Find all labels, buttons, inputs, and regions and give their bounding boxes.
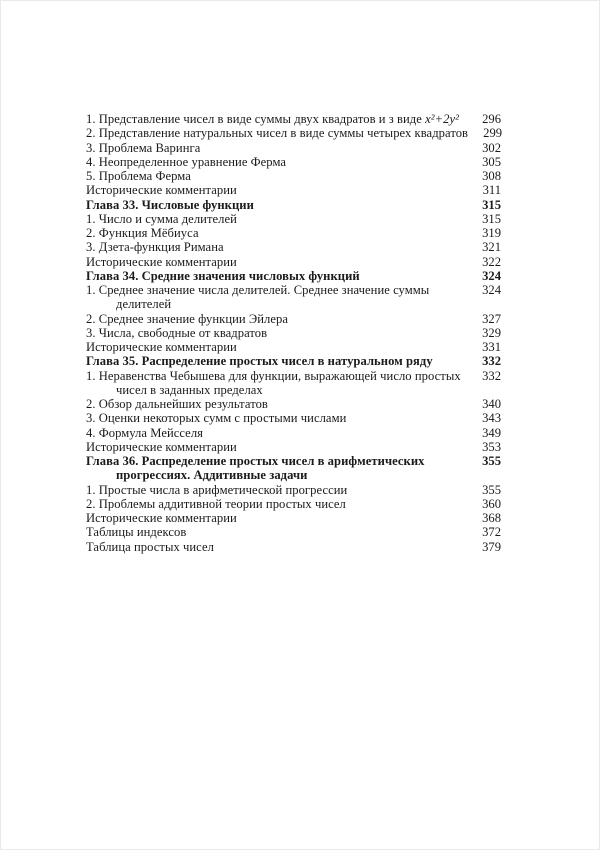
toc-entry-label bbox=[86, 340, 237, 354]
toc-entry-label bbox=[86, 255, 237, 269]
toc-entry-label bbox=[86, 126, 468, 140]
toc-entry-page: 322 bbox=[482, 254, 501, 269]
toc-entry-label bbox=[86, 497, 346, 511]
toc-row bbox=[86, 369, 501, 383]
toc-row bbox=[86, 141, 501, 155]
toc-entry-page: 329 bbox=[482, 325, 501, 340]
toc-entry-text: Исторические комментарии bbox=[86, 254, 237, 269]
toc-entry-text: 2. Обзор дальнейших результатов bbox=[86, 397, 268, 411]
toc-row bbox=[86, 511, 501, 525]
toc-entry-label bbox=[86, 240, 224, 254]
toc-entry-label bbox=[86, 369, 461, 383]
toc-entry-text: 1. Среднее значение числа делителей. Среднее значение суммы bbox=[86, 283, 430, 297]
toc-row bbox=[86, 255, 501, 269]
toc-row bbox=[86, 112, 501, 126]
toc-entry-text: делителей bbox=[116, 297, 172, 312]
toc-entry-label bbox=[86, 440, 237, 454]
toc-entry-label bbox=[86, 525, 186, 539]
toc-entry-page: 349 bbox=[482, 425, 501, 440]
toc-entry-label bbox=[86, 169, 191, 183]
toc-entry-label bbox=[86, 312, 288, 326]
toc-row bbox=[86, 126, 501, 140]
toc-entry-page: 296 bbox=[482, 112, 501, 126]
toc-entry-text: 1. Простые числа в арифметической прогрессии bbox=[86, 482, 348, 497]
toc-row bbox=[86, 283, 501, 297]
toc-entry-text: Глава 33. Числовые функции bbox=[86, 197, 254, 212]
toc-entry-text: прогрессиях. Аддитивные задачи bbox=[116, 468, 308, 483]
toc-row bbox=[86, 326, 501, 340]
toc-entry-label bbox=[86, 198, 254, 212]
toc-entry-text: Исторические комментарии bbox=[86, 439, 237, 454]
toc-entry-text: 4. Неопределенное уравнение Ферма bbox=[86, 154, 287, 169]
toc-entry-page: 319 bbox=[482, 226, 501, 240]
toc-entry-label bbox=[86, 112, 459, 126]
toc-row bbox=[86, 540, 501, 554]
toc-entry-text: 3. Дзета-функция Римана bbox=[86, 240, 224, 255]
toc-entry-page: 355 bbox=[482, 454, 501, 468]
toc-entry-text: 2. Функция Мёбиуса bbox=[86, 226, 199, 240]
toc-row bbox=[86, 183, 501, 197]
toc-row bbox=[86, 297, 501, 311]
toc-entry-page: 343 bbox=[482, 411, 501, 426]
toc-entry-label bbox=[86, 383, 263, 397]
toc-row bbox=[86, 155, 501, 169]
toc-entry-text: Исторические комментарии bbox=[86, 511, 237, 525]
toc-entry-label bbox=[86, 426, 203, 440]
toc-entry-label bbox=[86, 540, 214, 554]
toc-entry-label bbox=[86, 397, 268, 411]
toc-entry-page: 324 bbox=[482, 283, 501, 297]
toc-row bbox=[86, 240, 501, 254]
toc-entry-label bbox=[86, 468, 307, 482]
toc-entry-page: 340 bbox=[482, 397, 501, 411]
toc-entry-text: Исторические комментарии bbox=[86, 183, 237, 198]
toc-entry-text: 5. Проблема Ферма bbox=[86, 169, 191, 183]
toc-row bbox=[86, 198, 501, 212]
toc-entry-text: 1. Число и сумма делителей bbox=[86, 211, 237, 226]
toc-entry-label bbox=[86, 511, 237, 525]
toc-row bbox=[86, 497, 501, 511]
toc-entry-text: Таблица простых чисел bbox=[86, 539, 214, 554]
toc-entry-page: 308 bbox=[482, 169, 501, 183]
toc-entry-text: Глава 36. Распределение простых чисел в арифметических bbox=[86, 454, 425, 468]
toc-entry-text: 3. Оценки некоторых сумм с простыми числами bbox=[86, 411, 347, 426]
toc-entry-text: 1. Неравенства Чебышева для функции, выражающей число простых bbox=[86, 368, 461, 383]
toc-entry-page: 379 bbox=[482, 539, 501, 554]
toc-row bbox=[86, 354, 501, 368]
toc-entry-label bbox=[86, 283, 429, 297]
toc-row bbox=[86, 269, 501, 283]
toc-entry-label bbox=[86, 183, 237, 197]
toc-entry-label bbox=[86, 269, 360, 283]
toc-row bbox=[86, 340, 501, 354]
toc-entry-text: 1. Представление чисел в виде суммы двух квадратов и з виде bbox=[86, 112, 426, 126]
toc-entry-label bbox=[86, 226, 199, 240]
toc-entry-page: 360 bbox=[482, 496, 501, 511]
toc-row bbox=[86, 483, 501, 497]
toc-entry-text: 3. Числа, свободные от квадратов bbox=[86, 325, 268, 340]
toc-entry-text: 2. Проблемы аддитивной теории простых чисел bbox=[86, 496, 346, 511]
toc-entry-page: 324 bbox=[482, 268, 501, 283]
toc-row bbox=[86, 312, 501, 326]
toc-entry-label bbox=[86, 454, 425, 468]
toc-row bbox=[86, 212, 501, 226]
toc-entry-page: 327 bbox=[482, 311, 501, 326]
toc-entry-page: 372 bbox=[482, 525, 501, 540]
toc-entry-text: 4. Формула Мейсселя bbox=[86, 425, 203, 440]
toc-row bbox=[86, 468, 501, 482]
toc-entry-label bbox=[86, 326, 267, 340]
toc-entry-text: 2. Среднее значение функции Эйлера bbox=[86, 311, 289, 326]
toc-entry-page: 355 bbox=[482, 482, 501, 497]
toc-entry-page: 321 bbox=[482, 240, 501, 255]
toc-entry-text: Таблицы индексов bbox=[86, 525, 187, 540]
toc-entry-label bbox=[86, 297, 171, 311]
math-formula: x²+2y² bbox=[425, 112, 459, 126]
toc-entry-text: чисел в заданных пределах bbox=[116, 382, 263, 397]
toc-entry-label bbox=[86, 411, 346, 425]
toc-entry-text: Глава 34. Средние значения числовых функций bbox=[86, 268, 360, 283]
toc-entry-page: 311 bbox=[482, 183, 501, 198]
toc-entry-text: Исторические комментарии bbox=[86, 340, 237, 354]
toc-row bbox=[86, 454, 501, 468]
toc-list bbox=[86, 112, 501, 554]
toc-row bbox=[86, 226, 501, 240]
toc-entry-page: 332 bbox=[482, 354, 501, 369]
toc-entry-page: 302 bbox=[482, 140, 501, 155]
toc-entry-page: 315 bbox=[482, 211, 501, 226]
toc-entry-text: Глава 35. Распределение простых чисел в натуральном ряду bbox=[86, 354, 433, 369]
toc-row bbox=[86, 411, 501, 425]
toc-row bbox=[86, 383, 501, 397]
toc-row bbox=[86, 525, 501, 539]
toc-entry-page: 305 bbox=[482, 154, 501, 169]
toc-entry-text: 3. Проблема Варинга bbox=[86, 140, 201, 155]
toc-entry-label bbox=[86, 483, 347, 497]
toc-row bbox=[86, 440, 501, 454]
toc-entry-label bbox=[86, 212, 237, 226]
toc-entry-page: 332 bbox=[482, 368, 501, 383]
toc-entry-label bbox=[86, 354, 433, 368]
toc-row bbox=[86, 426, 501, 440]
toc-entry-label bbox=[86, 141, 200, 155]
toc-entry-page: 368 bbox=[482, 511, 501, 525]
toc-entry-page: 315 bbox=[482, 197, 501, 212]
toc-entry-page: 353 bbox=[482, 439, 501, 454]
toc-entry-label bbox=[86, 155, 286, 169]
toc-entry-page: 299 bbox=[483, 126, 503, 141]
toc-row bbox=[86, 169, 501, 183]
toc-entry-text: 2. Представление натуральных чисел в виде суммы четырех квадратов bbox=[86, 126, 469, 141]
toc-entry-page: 331 bbox=[482, 340, 501, 354]
toc-row bbox=[86, 397, 501, 411]
